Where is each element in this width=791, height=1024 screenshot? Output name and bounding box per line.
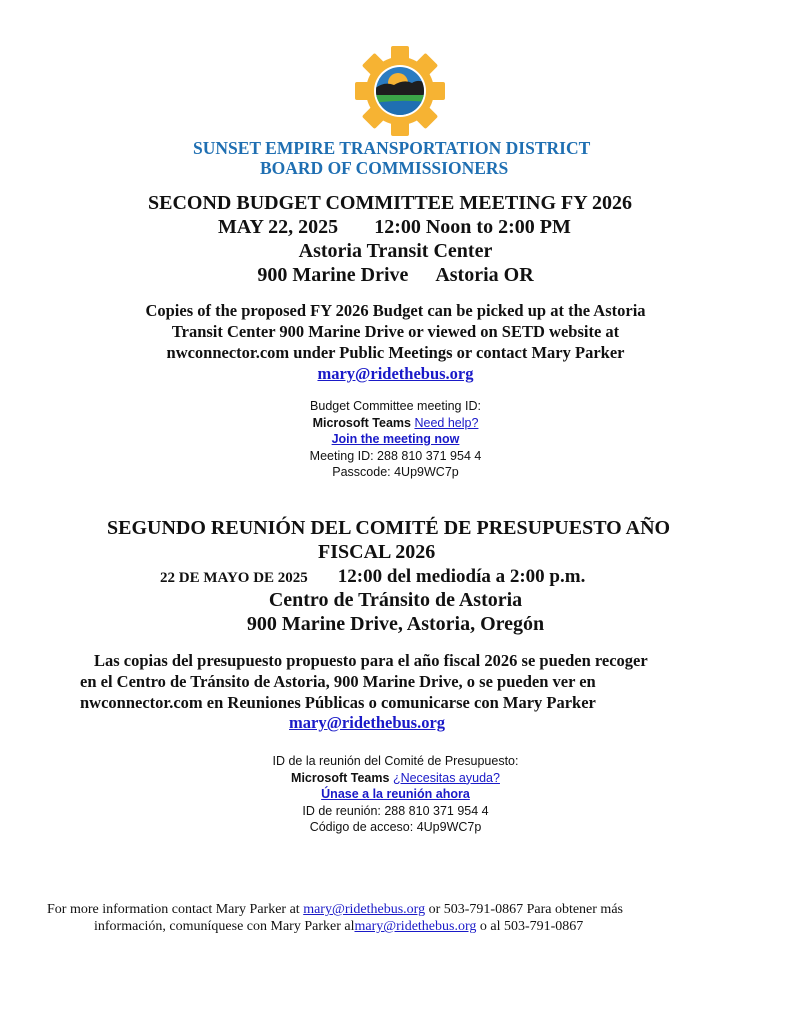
paragraph-line: nwconnector.com en Reuniones Públicas o comunicarse con Mary Parker — [80, 693, 596, 712]
teams-product: Microsoft Teams — [291, 770, 390, 785]
footer-email-link[interactable]: mary@ridethebus.org — [303, 902, 426, 917]
footer-text: información, comuníquese con Mary Parker al — [94, 919, 355, 934]
spanish-venue: Centro de Tránsito de Astoria — [268, 589, 523, 611]
meeting-date: MAY 22, 2025 — [218, 216, 339, 238]
need-help-link[interactable]: Need help? — [414, 415, 479, 430]
join-meeting-link[interactable]: Únase a la reunión ahora — [321, 787, 470, 801]
footer-line2 — [94, 919, 583, 935]
join-meeting-link[interactable]: Join the meeting now — [331, 432, 460, 446]
board-name: BOARD OF COMMISSIONERS — [260, 158, 509, 178]
footer-line1 — [47, 902, 623, 918]
meeting-id: ID de reunión: 288 810 371 954 4 — [302, 803, 489, 818]
meeting-id: Meeting ID: 288 810 371 954 4 — [309, 448, 482, 463]
setd-gear-logo — [354, 45, 446, 137]
email-link[interactable]: mary@ridethebus.org — [289, 713, 446, 732]
email-link[interactable]: mary@ridethebus.org — [317, 364, 474, 383]
passcode: Passcode: 4Up9WC7p — [332, 465, 459, 479]
teams-label: ID de la reunión del Comité de Presupuesto: — [272, 754, 519, 768]
address-street: 900 Marine Drive — [257, 264, 409, 286]
budget-copies-paragraph — [0, 300, 791, 384]
spanish-time: 12:00 del mediodía a 2:00 p.m. — [337, 566, 586, 587]
footer-text: For more information contact Mary Parker at — [47, 902, 304, 917]
meeting-date-time — [218, 216, 571, 239]
footer-email-link[interactable]: mary@ridethebus.org — [354, 919, 477, 934]
paragraph-line: Copies of the proposed FY 2026 Budget can be picked up at the Astoria — [145, 301, 646, 320]
spanish-title-line2: FISCAL 2026 — [318, 541, 436, 563]
paragraph-line: nwconnector.com under Public Meetings or contact Mary Parker — [166, 343, 625, 362]
meeting-time: 12:00 Noon to 2:00 PM — [374, 216, 571, 238]
meeting-title: SECOND BUDGET COMMITTEE MEETING FY 2026 — [148, 192, 632, 214]
teams-label: Budget Committee meeting ID: — [310, 399, 481, 413]
footer-text: or 503-791-0867 Para obtener más — [425, 902, 623, 917]
spanish-email-line — [289, 713, 445, 733]
teams-product: Microsoft Teams — [312, 415, 411, 430]
spanish-date-time — [160, 566, 585, 588]
spanish-address: 900 Marine Drive, Astoria, Oregón — [246, 613, 545, 635]
teams-info — [0, 398, 791, 481]
paragraph-line: en el Centro de Tránsito de Astoria, 900 Marine Drive, o se pueden ver en — [80, 672, 596, 691]
meeting-address — [0, 264, 791, 287]
paragraph-line: Las copias del presupuesto propuesto para el año fiscal 2026 se pueden recoger — [94, 651, 648, 670]
spanish-date: 22 DE MAYO DE 2025 — [160, 570, 308, 586]
need-help-link[interactable]: ¿Necesitas ayuda? — [392, 770, 500, 785]
footer-text: o al 503-791-0867 — [476, 919, 584, 934]
paragraph-line: Transit Center 900 Marine Drive or viewed on SETD website at — [171, 322, 620, 341]
spanish-paragraph — [80, 650, 648, 713]
meeting-venue: Astoria Transit Center — [298, 240, 493, 262]
org-name: SUNSET EMPIRE TRANSPORTATION DISTRICT — [193, 138, 591, 158]
spanish-title-line1: SEGUNDO REUNIÓN DEL COMITÉ DE PRESUPUESTO AÑO — [107, 517, 671, 539]
spanish-teams-info — [0, 753, 791, 836]
address-city: Astoria OR — [435, 264, 534, 286]
passcode: Código de acceso: 4Up9WC7p — [309, 820, 482, 834]
